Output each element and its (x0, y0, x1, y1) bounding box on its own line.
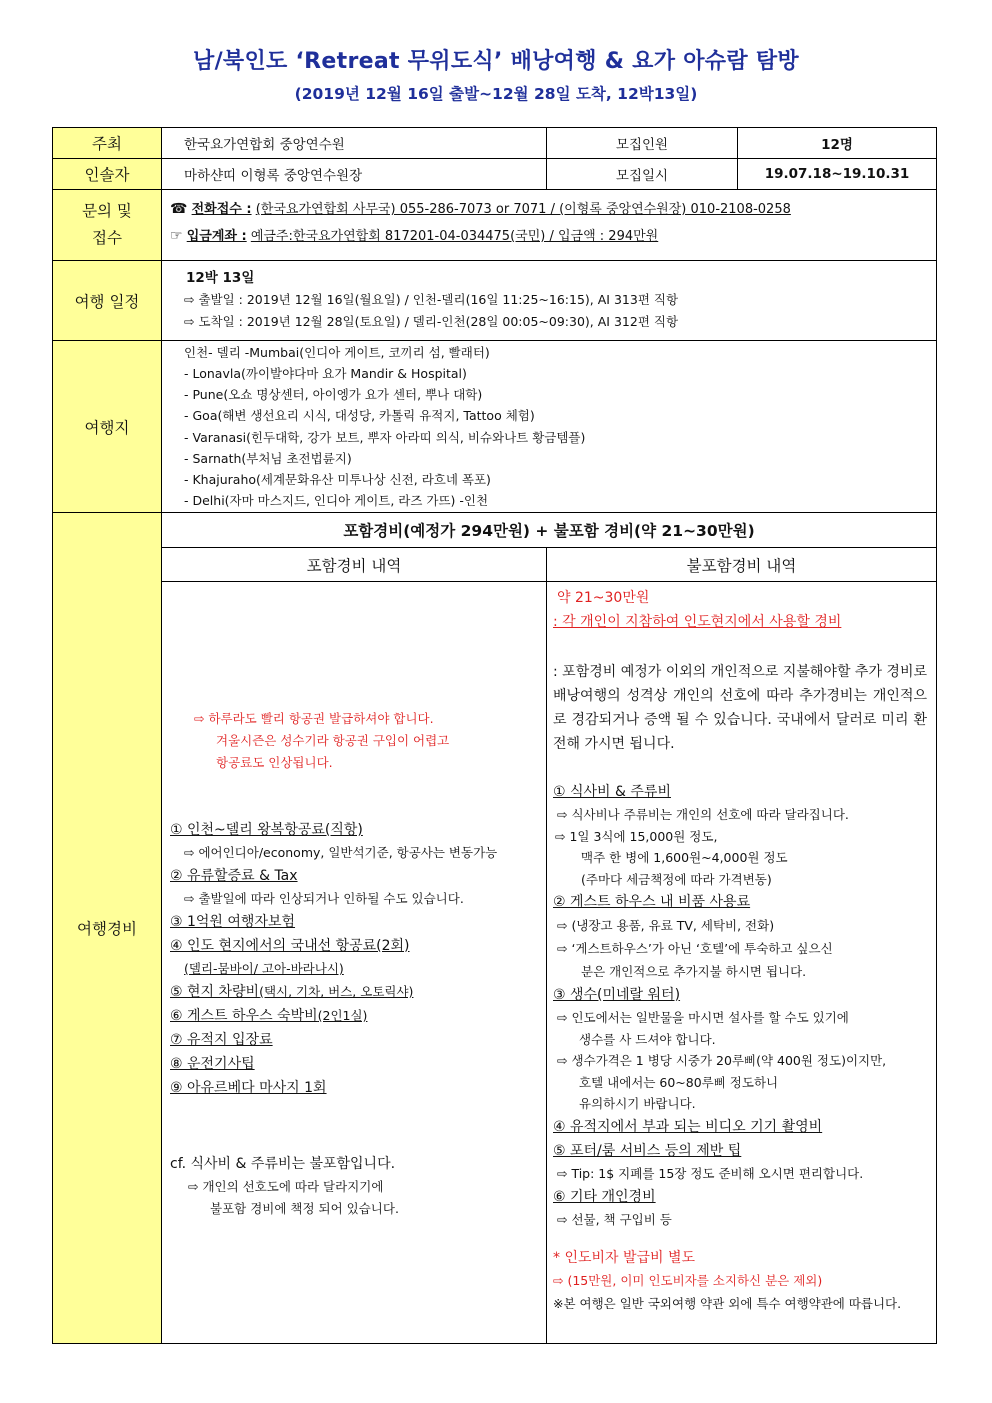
phone-title: 전화접수 : (191, 202, 252, 217)
costs-label: 여행경비 (53, 513, 162, 1344)
destination-item: - Lonavla(까이발야다마 요가 Mandir & Hospital) (184, 365, 467, 381)
excluded-desc: : 각 개인이 지참하여 인도현지에서 사용할 경비 (553, 614, 842, 630)
included-cf (170, 1152, 399, 1220)
leader-value: 마하샨띠 이형록 중앙연수원장 (162, 159, 547, 190)
included-item-note: ⇨ 에어인디아/economy, 일반석기준, 항공사는 변동가능 (184, 845, 498, 860)
contact-label-line-1: 문의 및 (82, 202, 132, 220)
included-list (170, 818, 497, 1100)
contact-info (162, 190, 937, 261)
page-title: 남/북인도 ‘Retreat 무위도식’ 배낭여행 & 요가 아슈람 탐방 (193, 49, 799, 74)
excluded-cell (547, 582, 937, 1344)
destination-item: - Sarnath(부처님 초전법륜지) (184, 450, 352, 466)
phone-icon: ☎ (170, 201, 188, 217)
included-cf-note: ⇨ 개인의 선호도에 따라 달라지기에 (188, 1179, 384, 1194)
account-title: 입금계좌 : (186, 229, 247, 244)
destination-item: - Delhi(자마 마스지드, 인디아 게이트, 라즈 가뜨) -인천 (184, 493, 489, 509)
excluded-amount: 약 21~30만원 (557, 590, 650, 606)
schedule-arrival: ⇨ 도착일 : 2019년 12월 28일(토요일) / 델리-인천(28일 00:05~09:30), AI 312편 직항 (184, 313, 679, 329)
included-item-title-small: (택시, 기차, 버스, 오토릭샤) (259, 984, 414, 999)
included-item-title: ⑤ 현지 차량비 (170, 984, 260, 1000)
excluded-item-note: 생수를 사 드셔야 합니다. (579, 1031, 716, 1047)
excluded-paragraph: : 포함경비 예정가 이외의 개인적으로 지불해야할 추가 경비로 배낭여행의 성격상 개인의 선호에 따라 추가경비는 개인적으로 경감되거나 증액 될 수 있습니다. 국내에서 달러로 미리 환전해 가시면 됩니다. (553, 664, 927, 752)
excluded-item-title: ① 식사비 & 주류비 (553, 784, 671, 800)
included-cf-title: cf. 식사비 & 주류비는 불포함입니다. (170, 1156, 396, 1172)
contact-label (53, 190, 162, 261)
leader-label: 인솔자 (53, 159, 162, 190)
destinations-label: 여행지 (53, 341, 162, 513)
destination-item: - Goa(해변 생선요리 시식, 대성당, 카톨릭 유적지, Tattoo 체험) (184, 408, 535, 424)
excluded-item-note: 유의하시기 바랍니다. (579, 1096, 696, 1111)
visa-title: * 인도비자 발급비 별도 (553, 1250, 696, 1266)
costs-summary: 포함경비(예정가 294만원) + 불포함 경비(약 21~30만원) (162, 513, 937, 548)
excluded-item-note: ⇨ 1일 3식에 15,000원 정도, (555, 828, 718, 844)
excluded-item-note: ⇨ 선물, 책 구입비 등 (557, 1211, 672, 1227)
included-cell (162, 582, 547, 1344)
period-value: 19.07.18~19.10.31 (738, 159, 937, 190)
included-item-title: ④ 인도 현지에서의 국내선 항공료(2회) (170, 938, 410, 954)
host-value: 한국요가연합회 중앙연수원 (162, 128, 547, 159)
recruit-label: 모집인원 (547, 128, 738, 159)
pointing-hand-icon: ☞ (170, 228, 183, 244)
notice-line: 겨울시즌은 성수기라 항공권 구입이 어렵고 (216, 733, 450, 748)
included-item-title: ② 유류할증료 & Tax (170, 868, 298, 884)
schedule-label: 여행 일정 (53, 261, 162, 341)
included-item-title: ⑦ 유적지 입장료 (170, 1032, 273, 1048)
excluded-item-title: ③ 생수(미네랄 워터) (553, 987, 681, 1003)
phone-value: (한국요가연합회 사무국) 055-286-7073 or 7071 / (이형록 중앙연수원장) 010-2108-0258 (255, 202, 791, 217)
excluded-item-title: ④ 유적지에서 부과 되는 비디오 기기 촬영비 (553, 1118, 823, 1135)
excluded-item-note: ⇨ ‘게스트하우스’가 아닌 ‘호텔’에 투숙하고 싶으신 (557, 941, 833, 956)
included-item-note: ⇨ 출발일에 따라 인상되거나 인하될 수도 있습니다. (184, 891, 464, 906)
excluded-item-title: ② 게스트 하우스 내 비품 사용료 (553, 894, 751, 910)
destination-item: - Pune(오쇼 명상센터, 아이엥가 요가 센터, 뿌나 대학) (184, 387, 483, 403)
account-value: 예금주:한국요가연합회 817201-04-034475(국민) / 입금액 : 294만원 (250, 229, 659, 244)
schedule-info (162, 261, 937, 341)
included-item-title: ① 인천~델리 왕복항공료(직항) (170, 822, 363, 838)
trip-info-table (52, 127, 937, 1344)
excluded-item-note: 분은 개인적으로 추가지불 하시면 됩니다. (581, 964, 807, 979)
notice-line: ⇨ 하루라도 빨리 항공권 발급하셔야 합니다. (194, 711, 434, 726)
included-item-title-row (170, 1004, 497, 1028)
schedule-departure: ⇨ 출발일 : 2019년 12월 16일(월요일) / 인천-델리(16일 11:25~16:15), AI 313편 직항 (184, 292, 679, 307)
excluded-item-note: ⇨ 생수가격은 1 병당 시중가 20루삐(약 400원 정도)이지만, (557, 1053, 887, 1068)
included-item-title: ③ 1억원 여행자보험 (170, 914, 296, 930)
contact-label-line-2: 접수 (92, 229, 122, 247)
included-cf-note: 불포함 경비에 책정 되어 있습니다. (210, 1201, 399, 1216)
included-item-title-row (170, 980, 497, 1004)
included-item-title: ⑧ 운전기사팁 (170, 1056, 255, 1072)
destination-item: - Khajuraho(세계문화유산 미투나상 신전, 라흐네 폭포) (184, 471, 491, 487)
excluded-header: 불포함경비 내역 (547, 548, 937, 582)
schedule-duration: 12박 13일 (186, 270, 255, 286)
excluded-item-note: 호텔 내에서는 60~80루삐 정도하니 (579, 1074, 779, 1090)
excluded-list (553, 780, 886, 1231)
excluded-item-note: ⇨ 식사비나 주류비는 개인의 선호에 따라 달라집니다. (557, 807, 849, 822)
recruit-value: 12명 (738, 128, 937, 159)
included-notice (194, 708, 449, 774)
excluded-item-note: (주마다 세금책정에 따라 가격변동) (581, 871, 772, 887)
excluded-item-note: ⇨ Tip: 1$ 지폐를 15장 정도 준비해 오시면 편리합니다. (557, 1165, 864, 1181)
page-subtitle: (2019년 12월 16일 출발~12월 28일 도착, 12박13일) (294, 85, 698, 103)
destinations-list (162, 341, 937, 513)
included-item-title-small: (2인1실) (317, 1008, 368, 1023)
included-item-title: ⑨ 아유르베다 마사지 1회 (170, 1080, 327, 1096)
excluded-item-note: 맥주 한 병에 1,600원~4,000원 정도 (581, 850, 788, 865)
excluded-item-title: ⑥ 기타 개인경비 (553, 1188, 656, 1205)
included-header: 포함경비 내역 (162, 548, 547, 582)
period-label: 모집일시 (547, 159, 738, 190)
host-label: 주최 (53, 128, 162, 159)
destination-item: 인천- 델리 -Mumbai(인디아 게이트, 코끼리 섬, 빨래터) (184, 344, 490, 360)
included-item-title: ⑥ 게스트 하우스 숙박비 (170, 1008, 318, 1024)
excluded-item-note: ⇨ (냉장고 용품, 유료 TV, 세탁비, 전화) (557, 918, 775, 933)
destination-item: - Varanasi(힌두대학, 강가 보트, 뿌자 아라띠 의식, 비슈와나트 황금템플) (184, 429, 586, 445)
excluded-item-note: ⇨ 인도에서는 일반물을 마시면 설사를 할 수도 있기에 (557, 1010, 849, 1025)
excluded-item-title: ⑤ 포터/룸 서비스 등의 제반 팁 (553, 1142, 742, 1159)
included-item-note: (델리-뭄바이/ 고아-바라나시) (184, 961, 344, 976)
visa-note: ⇨ (15만원, 이미 인도비자를 소지하신 분은 제외) (553, 1273, 823, 1288)
terms-note: ※본 여행은 일반 국외여행 약관 외에 특수 여행약관에 따릅니다. (553, 1296, 902, 1311)
notice-line: 항공료도 인상됩니다. (216, 755, 333, 770)
